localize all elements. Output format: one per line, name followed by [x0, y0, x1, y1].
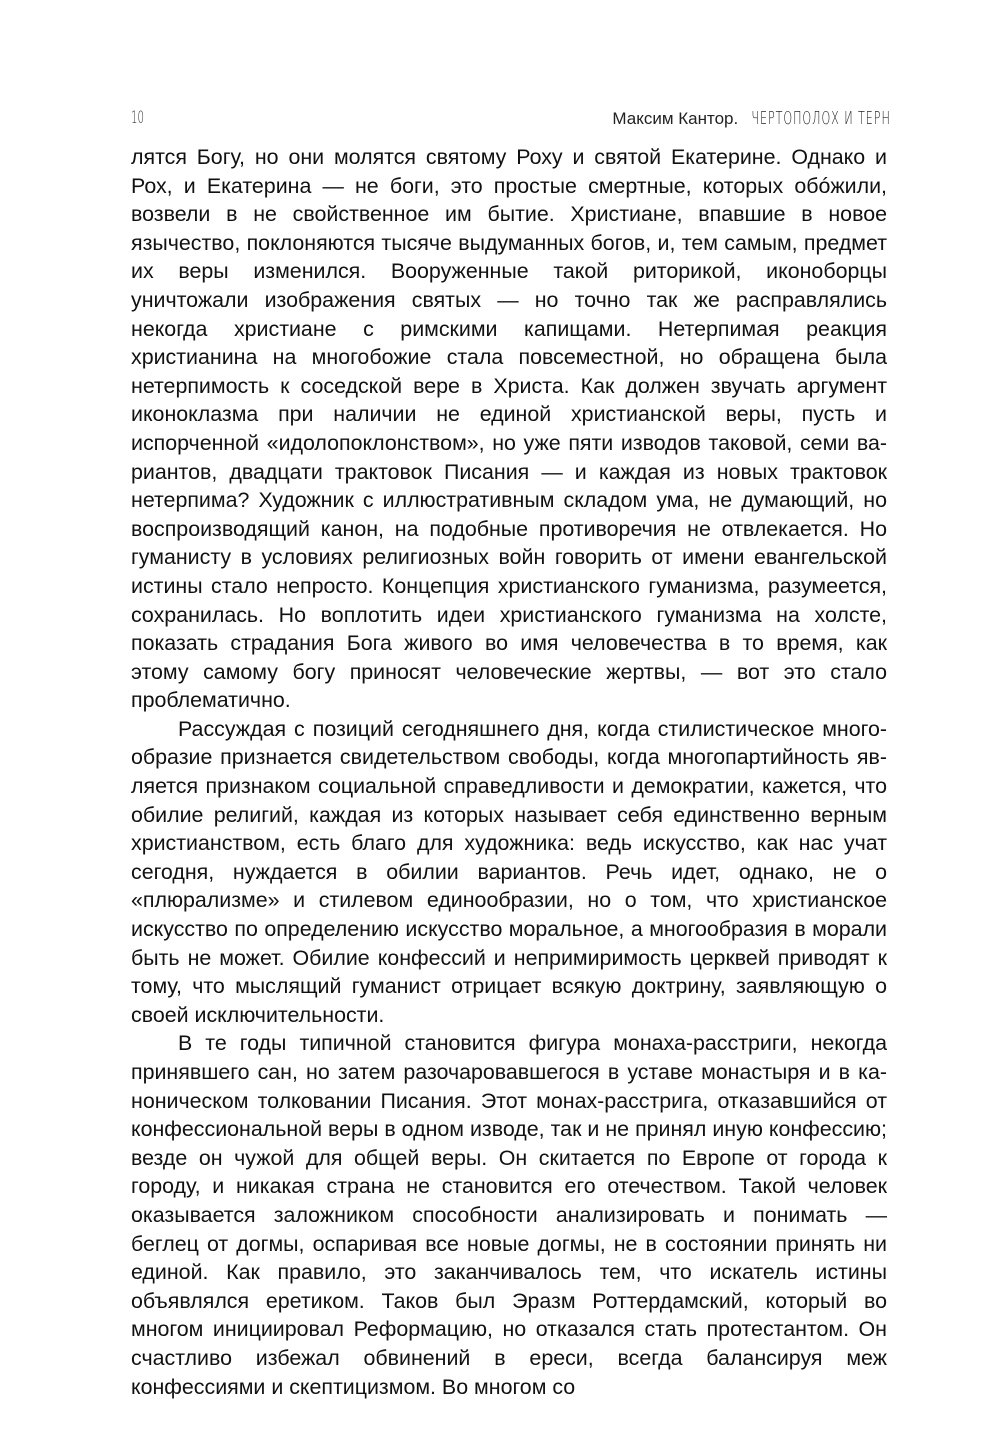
author-name: Максим Кантор. [612, 109, 739, 128]
paragraph: В те годы типичной становится фигура монаха-расстриги, некогда принявшего сан, но затем разочаровавшегося в уставе монастыря и в каноническом толковании Писания. Этот монах-расстрига, отказавшийся от конфессиональной веры в одном изводе, так и не принял иную конфессию; везде он чужой для общей веры. Он скитается по Европе от города к городу, и никакая страна не становится его отечеством. Такой человек оказывается заложником способности анализировать и понимать — беглец от догмы, оспаривая все новые догмы, не в состоянии принять ни единой. Как правило, это заканчивалось тем, что искатель истины объявлялся еретиком. Таков был Эразм Роттердамский, который во многом инициировал Реформацию, но отказался стать протестантом. Он счастливо избежал обвинений в ереси, всегда балансируя меж конфессиями и скептицизмом. Во многом со [131, 1031, 887, 1399]
running-header [131, 108, 891, 132]
book-title: ЧЕРТОПОЛОХ И ТЕРН [751, 108, 891, 129]
page-number: 10 [131, 108, 144, 128]
paragraph-continuation: лятся Богу, но они молятся святому Роху и святой Екатерине. Однако и Рох, и Екатерина — не боги, это простые смертные, которых обóжили, возвели в не свойственное им бытие. Христиане, впавшие в новое язычество, поклоняются тысяче выдуманных богов, и, тем самым, предмет их веры изменился. Вооруженные такой риторикой, иконоборцы уничтожали изображения святых — но точно так же расправлялись некогда христиане с римскими капищами. Нетерпимая реакция христианина на многобожие стала повсеместной, но обращена была нетерпимость к соседской вере в Христа. Как должен звучать аргумент иконоклазма при наличии не единой христианской веры, пусть и испорченной «идолопоклонством», но уже пяти изводов таковой, семи вариантов, двадцати трактовок Писания — и каждая из новых трактовок нетерпима? Художник с иллюстративным складом ума, не думающий, но воспроизводящий канон, на подобные противоречия не отвлекается. Но гуманисту в условиях религиозных войн говорить от имени евангельской истины стало непросто. Концепция христианского гуманизма, разумеется, сохранилась. Но воплотить идеи христианского гуманизма на холсте, показать страдания Бога живого во имя человечества в то время, как этому самому богу приносят человеческие жертвы, — вот это стало проблематично. [131, 145, 887, 713]
page-body [131, 143, 887, 1401]
running-head [612, 108, 891, 129]
paragraph: Рассуждая с позиций сегодняшнего дня, когда стилистическое многообразие признается свидетельством свободы, когда многопартийность является признаком социальной справедливости и демократии, кажется, что обилие религий, каждая из которых называет себя единственно верным христианством, есть благо для художника: ведь искусство, как нас учат сегодня, нуждается в обилии вариантов. Речь идет, однако, не о «плюрализме» и стилевом единообразии, но о том, что христианское искусство по определению искусство моральное, а многообразия в морали быть не может. Обилие конфессий и непримиримость церквей приводят к тому, что мыслящий гуманист отрицает всякую доктрину, заявляющую о своей исключительности. [131, 716, 887, 1027]
